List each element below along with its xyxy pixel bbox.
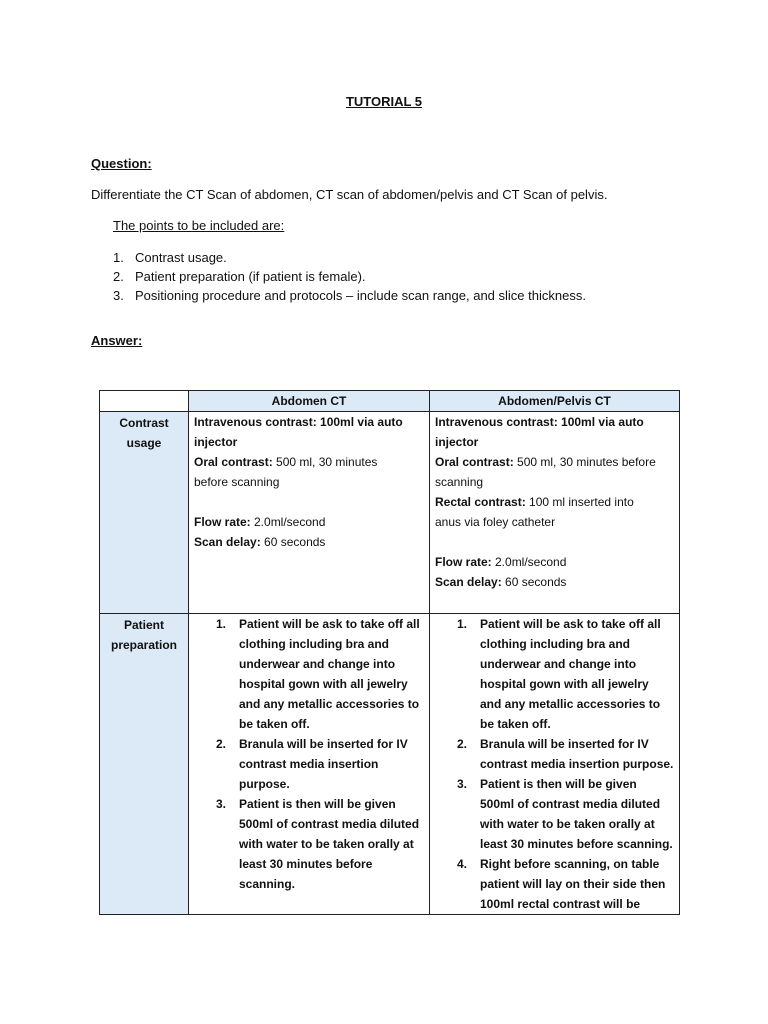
row-header-line: preparation	[110, 638, 177, 652]
list-item-line: underwear and change into	[239, 657, 396, 671]
list-item	[216, 734, 424, 794]
list-item-line: least 30 minutes before scanning.	[480, 837, 673, 851]
delay-label: Scan delay:	[194, 535, 261, 549]
flow-value: 2.0ml/second	[250, 515, 326, 529]
question-label: Question:	[91, 156, 152, 171]
list-item	[113, 267, 586, 286]
list-item-line: underwear and change into	[480, 657, 637, 671]
list-item-text: Patient preparation (if patient is female).	[135, 269, 366, 284]
list-item-line: contrast media insertion purpose.	[480, 757, 674, 771]
list-item-number: 3.	[113, 288, 124, 303]
table-row	[100, 412, 680, 614]
list-item-number: 1.	[216, 617, 227, 631]
oral-label: Oral contrast:	[194, 455, 273, 469]
row-header-line: usage	[126, 436, 162, 450]
list-item	[457, 774, 674, 854]
oral-value-cont: scanning	[435, 475, 484, 489]
list-item-number: 3.	[457, 777, 468, 791]
abdomen-steps-list	[194, 614, 424, 894]
list-item-line: Patient will be ask to take off all	[239, 617, 420, 631]
list-item-line: clothing including bra and	[239, 637, 389, 651]
list-item-line: be taken off.	[239, 717, 310, 731]
list-item-line: least 30 minutes before	[239, 857, 373, 871]
iv-value: 100ml via auto	[557, 415, 644, 429]
rectal-value-cont: anus via foley catheter	[435, 515, 556, 529]
list-item-line: clothing including bra and	[480, 637, 630, 651]
list-item-number: 2.	[457, 737, 468, 751]
list-item-line: hospital gown with all jewelry	[239, 677, 408, 691]
list-item-line: with water to be taken orally at	[480, 817, 655, 831]
list-item-line: 500ml of contrast media diluted	[480, 797, 661, 811]
list-item-line: with water to be taken orally at	[239, 837, 414, 851]
list-item-number: 3.	[216, 797, 227, 811]
list-item	[216, 794, 424, 894]
oral-value-cont: before scanning	[194, 475, 280, 489]
list-item-text	[480, 854, 674, 914]
list-item-text	[239, 734, 424, 794]
rectal-value: 100 ml inserted into	[525, 495, 634, 509]
list-item-line: Branula will be inserted for IV	[480, 737, 649, 751]
list-item-line: scanning.	[239, 877, 296, 891]
list-item-text	[480, 774, 674, 854]
delay-value: 60 seconds	[260, 535, 326, 549]
list-item-line: be taken off.	[480, 717, 551, 731]
points-list	[113, 248, 586, 305]
points-label: The points to be included are:	[113, 218, 285, 233]
oral-label: Oral contrast:	[435, 455, 514, 469]
iv-label: Intravenous contrast:	[435, 415, 558, 429]
cell-pelvis-preparation	[430, 614, 680, 915]
pelvis-steps-list	[435, 614, 674, 914]
table-row	[100, 614, 680, 915]
list-item-text	[239, 794, 424, 894]
list-item-number: 1.	[113, 250, 124, 265]
iv-value: 100ml via auto	[316, 415, 403, 429]
list-item-text	[480, 614, 674, 734]
cell-abdomen-preparation	[189, 614, 430, 915]
answer-label: Answer:	[91, 333, 143, 348]
oral-value: 500 ml, 30 minutes before	[513, 455, 656, 469]
comparison-table	[99, 390, 680, 915]
list-item-line: Patient is then will be given	[239, 797, 396, 811]
list-item-line: and any metallic accessories to	[480, 697, 661, 711]
list-item-number: 2.	[113, 269, 124, 284]
oral-value: 500 ml, 30 minutes	[272, 455, 378, 469]
list-item-line: Branula will be inserted for IV	[239, 737, 408, 751]
flow-label: Flow rate:	[194, 515, 251, 529]
list-item	[457, 734, 674, 774]
list-item-line: Patient is then will be given	[480, 777, 637, 791]
flow-value: 2.0ml/second	[491, 555, 567, 569]
document-title: TUTORIAL 5	[345, 94, 423, 109]
list-item-line: patient will lay on their side then	[480, 877, 666, 891]
table-header-corner	[100, 391, 189, 412]
list-item-number: 4.	[457, 857, 468, 871]
delay-label: Scan delay:	[435, 575, 502, 589]
table-header-abdomen: Abdomen CT	[189, 391, 430, 412]
list-item-line: hospital gown with all jewelry	[480, 677, 649, 691]
table-header-row	[100, 391, 680, 412]
delay-value: 60 seconds	[501, 575, 567, 589]
iv-value-cont: injector	[435, 435, 479, 449]
list-item	[113, 248, 586, 267]
list-item-number: 1.	[457, 617, 468, 631]
iv-value-cont: injector	[194, 435, 238, 449]
row-header-contrast	[100, 412, 189, 614]
cell-abdomen-contrast	[189, 412, 430, 614]
list-item	[457, 854, 674, 914]
list-item	[113, 286, 586, 305]
list-item-line: and any metallic accessories to	[239, 697, 420, 711]
question-text: Differentiate the CT Scan of abdomen, CT scan of abdomen/pelvis and CT Scan of pelvis.	[91, 187, 608, 202]
list-item-line: Right before scanning, on table	[480, 857, 660, 871]
list-item-text: Positioning procedure and protocols – include scan range, and slice thickness.	[135, 288, 586, 303]
list-item-line: contrast media insertion	[239, 757, 379, 771]
row-header-line: Patient	[123, 618, 164, 632]
row-header-preparation	[100, 614, 189, 915]
row-header-line: Contrast	[119, 416, 169, 430]
table-header-abdomen-pelvis: Abdomen/Pelvis CT	[430, 391, 680, 412]
list-item-line: Patient will be ask to take off all	[480, 617, 661, 631]
list-item-text	[239, 614, 424, 734]
list-item-text: Contrast usage.	[135, 250, 227, 265]
list-item	[216, 614, 424, 734]
list-item-line: purpose.	[239, 777, 290, 791]
list-item-number: 2.	[216, 737, 227, 751]
list-item	[457, 614, 674, 734]
list-item-line: 100ml rectal contrast will be	[480, 897, 641, 911]
list-item-text	[480, 734, 674, 774]
iv-label: Intravenous contrast:	[194, 415, 317, 429]
list-item-line: 500ml of contrast media diluted	[239, 817, 420, 831]
cell-pelvis-contrast	[430, 412, 680, 614]
flow-label: Flow rate:	[435, 555, 492, 569]
rectal-label: Rectal contrast:	[435, 495, 526, 509]
